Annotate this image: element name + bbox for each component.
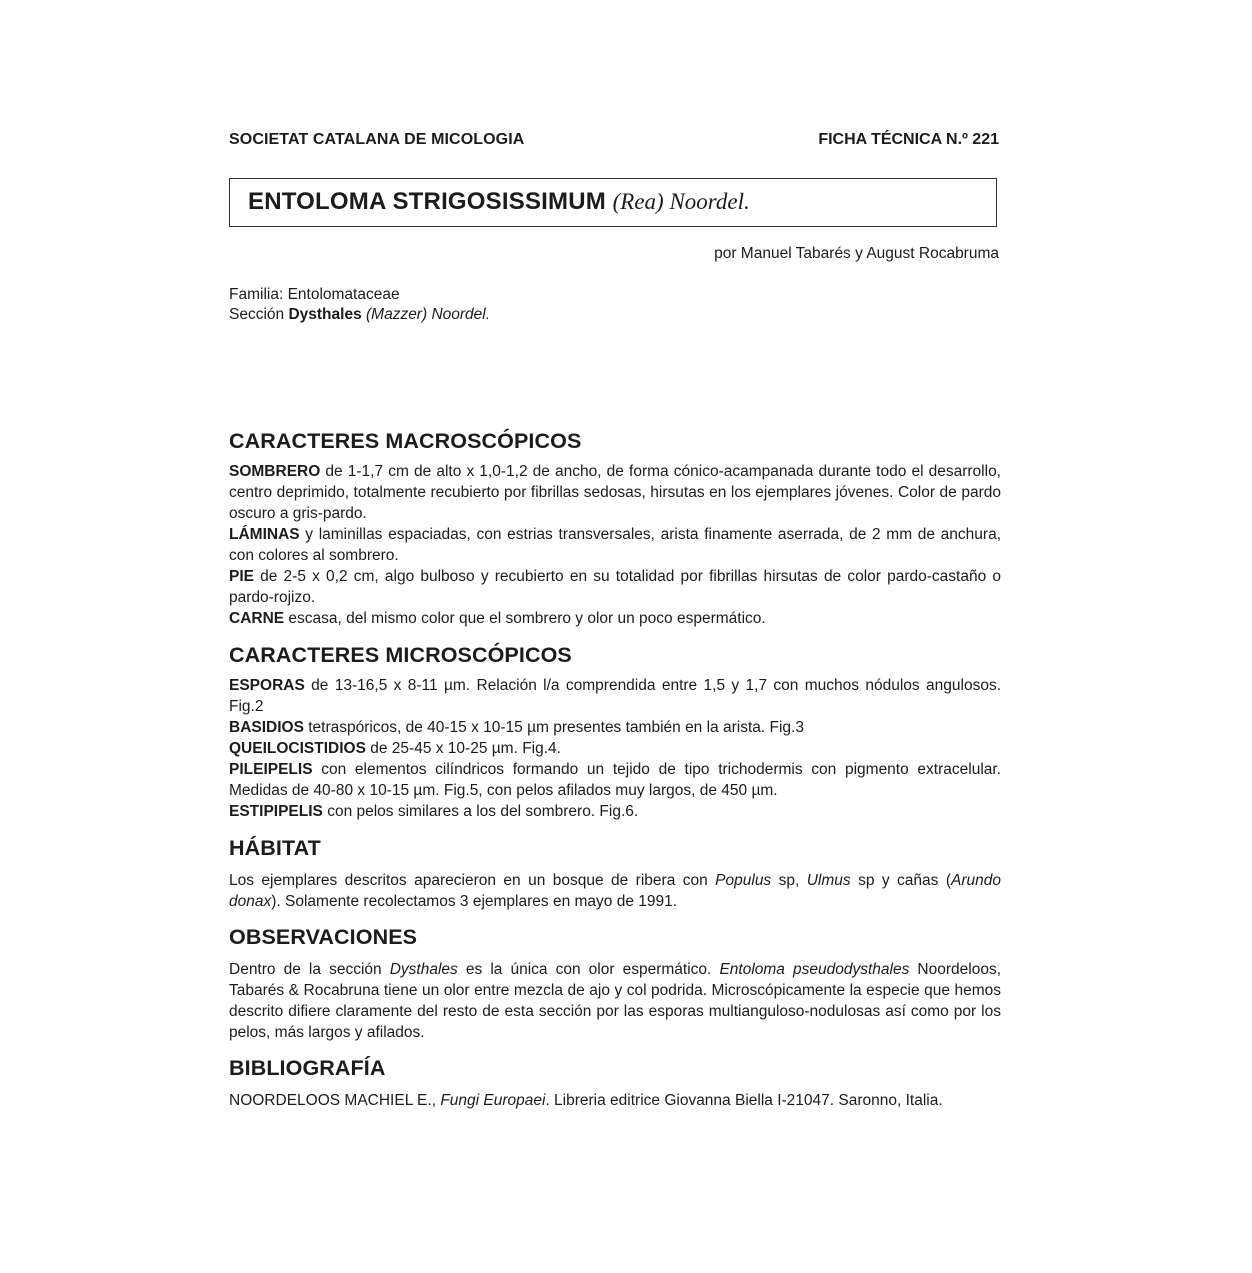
estipipelis-keyword: ESTIPIPELIS xyxy=(229,803,323,820)
bib-book-title: Fungi Europaei xyxy=(440,1092,546,1109)
estipipelis-text: con pelos similares a los del sombrero. Fig.6. xyxy=(322,803,639,820)
basidios-keyword: BASIDIOS xyxy=(229,719,304,736)
habitat-body xyxy=(229,870,1001,912)
dysthales-taxon: Dysthales xyxy=(389,961,458,978)
entoloma-taxon: Entoloma pseudodysthales xyxy=(719,961,910,978)
bib-author: NOORDELOOS MACHIEL E., xyxy=(229,1092,441,1109)
ulmus-taxon: Ulmus xyxy=(806,872,851,889)
sombrero-paragraph xyxy=(229,461,1001,524)
main-content xyxy=(229,427,1001,1111)
heading-macroscopicos: CARACTERES MACROSCÓPICOS xyxy=(229,429,582,453)
laminas-text: y laminillas espaciadas, con estrias transversales, arista finamente aserrada, de 2 mm de anchura, con colores al sombrero. xyxy=(229,526,1001,564)
section-prefix: Sección xyxy=(229,306,289,323)
laminas-keyword: LÁMINAS xyxy=(229,526,300,543)
observaciones-paragraph xyxy=(229,959,1001,1043)
basidios-text: tetraspóricos, de 40-15 x 10-15 µm presentes también en la arista. Fig.3 xyxy=(303,719,804,736)
authors-line: por Manuel Tabarés y August Rocabruma xyxy=(714,245,999,262)
heading-bibliografia: BIBLIOGRAFÍA xyxy=(229,1056,386,1080)
habitat-paragraph xyxy=(229,870,1001,912)
sombrero-keyword: SOMBRERO xyxy=(229,463,321,480)
title-box xyxy=(229,178,997,227)
pie-paragraph xyxy=(229,566,1001,608)
species-authority: (Rea) Noordel. xyxy=(612,189,750,214)
section-line xyxy=(229,305,490,325)
society-name: SOCIETAT CATALANA DE MICOLOGIA xyxy=(229,131,525,148)
pileipelis-paragraph xyxy=(229,759,1001,801)
obs-text-2: es la única con olor espermático. xyxy=(457,961,720,978)
running-header xyxy=(229,131,999,157)
queilocistidios-keyword: QUEILOCISTIDIOS xyxy=(229,740,366,757)
taxonomy-block xyxy=(229,285,490,325)
habitat-text-3: sp y cañas ( xyxy=(850,872,952,889)
esporas-text: de 13-16,5 x 8-11 µm. Relación l/a comprendida entre 1,5 y 1,7 con muchos nódulos angulosos. Fig.2 xyxy=(229,677,1001,715)
bibliography-entry xyxy=(229,1090,1001,1111)
habitat-text-2: sp, xyxy=(771,872,807,889)
document-page xyxy=(229,0,1001,1273)
heading-observaciones: OBSERVACIONES xyxy=(229,925,418,949)
estipipelis-paragraph xyxy=(229,801,1001,822)
esporas-paragraph xyxy=(229,675,1001,717)
heading-microscopicos: CARACTERES MICROSCÓPICOS xyxy=(229,643,572,667)
pileipelis-keyword: PILEIPELIS xyxy=(229,761,313,778)
habitat-text-1: Los ejemplares descritos aparecieron en un bosque de ribera con xyxy=(229,872,716,889)
macro-body xyxy=(229,461,1001,629)
queilocistidios-text: de 25-45 x 10-25 µm. Fig.4. xyxy=(365,740,561,757)
species-title xyxy=(248,188,750,216)
populus-taxon: Populus xyxy=(715,872,772,889)
habitat-text-4: ). Solamente recolectamos 3 ejemplares en mayo de 1991. xyxy=(271,893,678,910)
bibliografia-body xyxy=(229,1090,1001,1111)
laminas-paragraph xyxy=(229,524,1001,566)
sombrero-text: de 1-1,7 cm de alto x 1,0-1,2 de ancho, de forma cónico-acampanada durante todo el desarrollo, centro deprimido, totalmente recubierto por fibrillas sedosas, hirsutas en los ejemplares jóvenes. Color de pardo oscuro a gris-pardo. xyxy=(229,463,1001,522)
basidios-paragraph xyxy=(229,717,1001,738)
obs-text-1: Dentro de la sección xyxy=(229,961,390,978)
observaciones-body xyxy=(229,959,1001,1043)
species-name: ENTOLOMA STRIGOSISSIMUM xyxy=(248,188,606,215)
ficha-number: FICHA TÉCNICA N.º 221 xyxy=(818,131,999,148)
carne-keyword: CARNE xyxy=(229,610,285,627)
esporas-keyword: ESPORAS xyxy=(229,677,305,694)
obs-text-3: Noordeloos, Tabarés & Rocabruna tiene un olor entre mezcla de ajo y col podrida. Microscópicamente la especie que hemos descrito difiere claramente del resto de esta sección por las esporas multianguloso-nodulosas así como por los pelos, más largos y afilados. xyxy=(229,961,1002,1041)
section-authority: (Mazzer) Noordel. xyxy=(361,306,491,323)
arundo-taxon: Arundo donax xyxy=(229,872,1001,910)
pie-text: de 2-5 x 0,2 cm, algo bulboso y recubierto en su totalidad por fibrillas hirsutas de color pardo-castaño o pardo-rojizo. xyxy=(229,568,1001,606)
family-line: Familia: Entolomataceae xyxy=(229,286,400,303)
micro-body xyxy=(229,675,1001,822)
section-name: Dysthales xyxy=(288,306,362,323)
bib-publisher: . Libreria editrice Giovanna Biella I-21047. Saronno, Italia. xyxy=(545,1092,943,1109)
pileipelis-text: con elementos cilíndricos formando un tejido de tipo trichodermis con pigmento extracelular. Medidas de 40-80 x 10-15 µm. Fig.5, con pelos afilados muy largos, de 450 µm. xyxy=(229,761,1001,799)
queilocistidios-paragraph xyxy=(229,738,1001,759)
carne-text: escasa, del mismo color que el sombrero y olor un poco espermático. xyxy=(284,610,766,627)
carne-paragraph xyxy=(229,608,1001,629)
heading-habitat: HÁBITAT xyxy=(229,836,321,860)
pie-keyword: PIE xyxy=(229,568,254,585)
